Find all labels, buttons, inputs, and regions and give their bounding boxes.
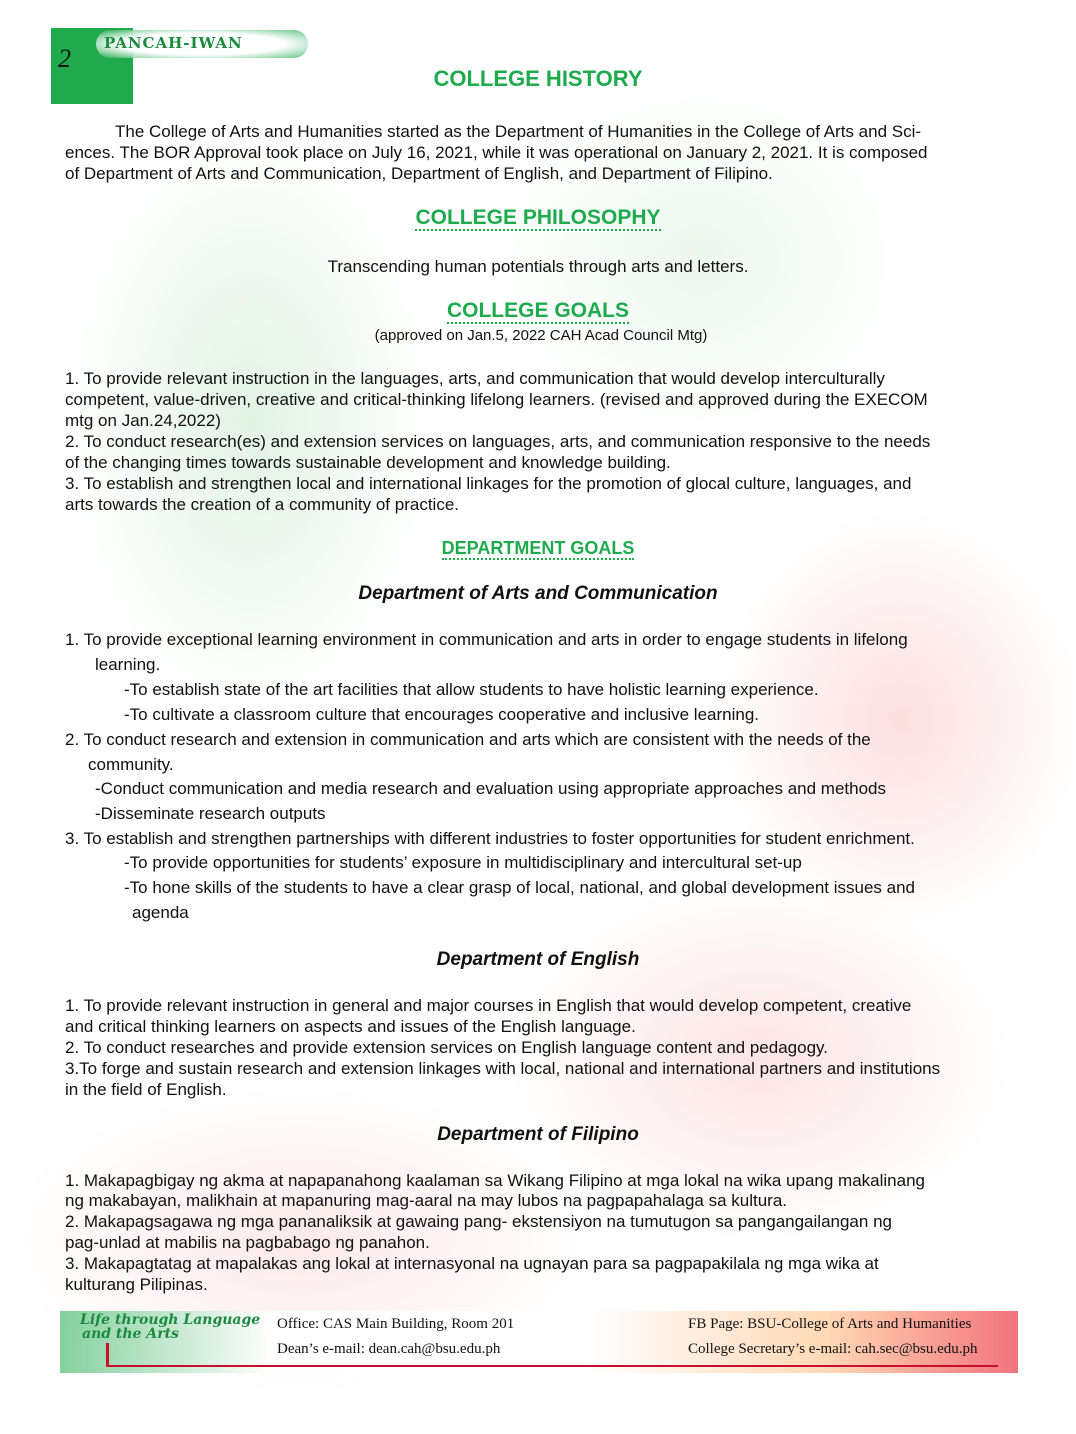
footer-office: Office: CAS Main Building, Room 201: [277, 1316, 515, 1332]
history-line-2: ences. The BOR Approval took place on July 16, 2021, while it was operational on January 2, 2021. It is composed: [65, 143, 928, 162]
filipino-goal-line: ng makabayan, malikhain at mapanuring mag-aaral na may lubos na pagpapahalaga sa kultura.: [65, 1191, 788, 1210]
college-goal-line: 2. To conduct research(es) and extension services on languages, arts, and communication responsive to the needs: [65, 432, 931, 451]
philosophy-heading-text: COLLEGE PHILOSOPHY: [415, 206, 661, 229]
filipino-goal-line: 2. Makapagsagawa ng mga pananaliksik at gawaing pang- ekstensiyon na tumutugon sa pangangailangan ng: [65, 1212, 892, 1231]
arts-comm-goal-line: -To establish state of the art facilities that allow students to have holistic learning experience.: [124, 680, 819, 699]
history-line-3: of Department of Arts and Communication, Department of English, and Department of Filipino.: [65, 164, 773, 183]
college-goal-line: competent, value-driven, creative and critical-thinking lifelong learners. (revised and approved during the EXECOM: [65, 390, 928, 409]
arts-comm-goal-line: learning.: [95, 655, 161, 674]
philosophy-text: Transcending human potentials through arts and letters.: [327, 257, 749, 276]
english-goal-line: 3.To forge and sustain research and extension linkages with local, national and international partners and institutions: [65, 1059, 941, 1078]
department-goals-heading-text: DEPARTMENT GOALS: [441, 538, 635, 558]
dept-english-title: Department of English: [436, 949, 640, 970]
dept-arts-comm-title: Department of Arts and Communication: [358, 583, 718, 604]
english-goal-line: 2. To conduct researches and provide extension services on English language content and pedagogy.: [65, 1038, 828, 1057]
page-title: COLLEGE HISTORY: [433, 66, 643, 91]
arts-comm-goal-line: -Conduct communication and media research and evaluation using appropriate approaches and methods: [95, 779, 886, 798]
college-goal-line: of the changing times towards sustainable development and knowledge building.: [65, 453, 671, 472]
footer-motto-line-2: and the Arts: [82, 1326, 179, 1342]
footer-fb-page: FB Page: BSU-College of Arts and Humanities: [688, 1316, 972, 1332]
college-goals-heading: [0, 299, 1076, 323]
footer-motto-line-1: Life through Language: [80, 1312, 261, 1328]
college-goals-note: (approved on Jan.5, 2022 CAH Acad Council Mtg): [374, 327, 708, 344]
arts-comm-goal-line: 3. To establish and strengthen partnerships with different industries to foster opportunities for student enrichment.: [65, 829, 915, 848]
arts-comm-goal-line: 2. To conduct research and extension in communication and arts which are consistent with the needs of the: [65, 730, 871, 749]
page-number: 2: [58, 44, 71, 73]
arts-comm-goal-line: -To cultivate a classroom culture that encourages cooperative and inclusive learning.: [124, 705, 760, 724]
footer-divider: [108, 1365, 998, 1367]
college-goal-line: 3. To establish and strengthen local and international linkages for the promotion of glocal culture, languages, and: [65, 474, 912, 493]
department-goals-heading: [0, 538, 1076, 559]
filipino-goal-line: kulturang Pilipinas.: [65, 1275, 208, 1294]
publication-logo-text: PANCAH-IWAN: [104, 34, 243, 52]
filipino-goal-line: pag-unlad at mabilis na pagbabago ng panahon.: [65, 1233, 430, 1252]
filipino-goal-line: 1. Makapagbigay ng akma at napapanahong kaalaman sa Wikang Filipino at mga lokal na wika upang makalinang: [65, 1171, 925, 1190]
arts-comm-goal-line: -Disseminate research outputs: [95, 804, 326, 823]
footer-accent-bar: [106, 1343, 109, 1367]
dept-filipino-title: Department of Filipino: [437, 1124, 639, 1145]
history-line-1: The College of Arts and Humanities started as the Department of Humanities in the College of Arts and Sci-: [115, 122, 922, 141]
english-goal-line: and critical thinking learners on aspects and issues of the English language.: [65, 1017, 636, 1036]
philosophy-heading: [0, 206, 1076, 230]
arts-comm-goal-line: agenda: [132, 903, 189, 922]
arts-comm-goal-line: community.: [88, 755, 174, 774]
footer-secretary-email: College Secretary’s e-mail: cah.sec@bsu.edu.ph: [688, 1341, 978, 1357]
footer-dean-email: Dean’s e-mail: dean.cah@bsu.edu.ph: [277, 1341, 501, 1357]
english-goal-line: 1. To provide relevant instruction in general and major courses in English that would develop competent, creative: [65, 996, 912, 1015]
college-goal-line: arts towards the creation of a community of practice.: [65, 495, 460, 514]
arts-comm-goal-line: -To provide opportunities for students’ exposure in multidisciplinary and intercultural set-up: [124, 853, 802, 872]
footer-motto: [80, 1313, 260, 1341]
arts-comm-goal-line: -To hone skills of the students to have a clear grasp of local, national, and global development issues and: [124, 878, 915, 897]
filipino-goal-line: 3. Makapagtatag at mapalakas ang lokal at internasyonal na ugnayan para sa pagpapakilala ng mga wika at: [65, 1254, 879, 1273]
english-goal-line: in the field of English.: [65, 1080, 227, 1099]
college-goal-line: 1. To provide relevant instruction in the languages, arts, and communication that would develop interculturally: [65, 369, 885, 388]
college-goals-heading-text: COLLEGE GOALS: [446, 299, 629, 322]
college-goal-line: mtg on Jan.24,2022): [65, 411, 221, 430]
arts-comm-goal-line: 1. To provide exceptional learning environment in communication and arts in order to engage students in lifelong: [65, 630, 908, 649]
